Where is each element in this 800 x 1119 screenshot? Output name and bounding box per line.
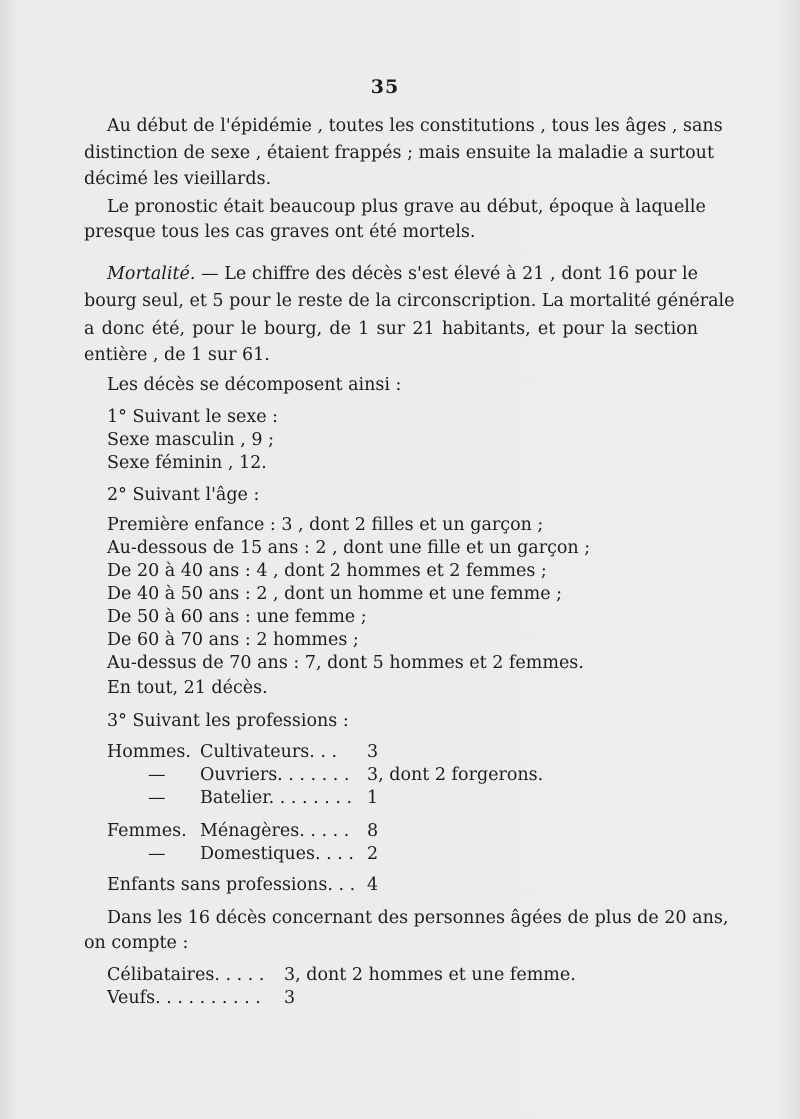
- prognostic-line-2: presque tous les cas graves ont été mortels.: [84, 222, 476, 242]
- civil-status-row: [0, 987, 800, 1009]
- profession-value: 8: [367, 821, 379, 841]
- by-age-title: 2° Suivant l'âge :: [107, 485, 260, 505]
- civil-status-value: 3: [284, 988, 296, 1008]
- by-age-item: De 20 à 40 ans : 4 , dont 2 hommes et 2 femmes ;: [107, 561, 547, 581]
- mortality-line-1-text: — Le chiffre des décès s'est élevé à 21 , dont 16 pour le: [195, 264, 698, 284]
- mortality-line-4: entière , de 1 sur 61.: [84, 345, 270, 365]
- profession-value: 3, dont 2 forgerons.: [367, 765, 544, 785]
- by-sex-item: Sexe masculin , 9 ;: [107, 430, 274, 450]
- by-age-item: De 50 à 60 ans : une femme ;: [107, 607, 367, 627]
- profession-row: [0, 843, 800, 865]
- by-age-total: En tout, 21 décès.: [107, 678, 268, 698]
- profession-value: 3: [367, 742, 379, 762]
- profession-row: [0, 820, 800, 842]
- civil-status-value: 3, dont 2 hommes et une femme.: [284, 965, 576, 985]
- profession-row: [0, 764, 800, 786]
- mortality-line-3: a donc été, pour le bourg, de 1 sur 21 habitants, et pour la section: [84, 319, 698, 339]
- profession-value: 2: [367, 844, 379, 864]
- profession-group: —: [148, 765, 166, 785]
- by-age-item: De 60 à 70 ans : 2 hommes ;: [107, 630, 359, 650]
- profession-group: —: [148, 844, 166, 864]
- profession-row: [0, 741, 800, 763]
- profession-row: [0, 874, 800, 896]
- profession-value: 4: [367, 875, 379, 895]
- over-twenty-line-1: Dans les 16 décès concernant des personnes âgées de plus de 20 ans,: [107, 908, 729, 928]
- profession-label: Ménagères. . . . .: [200, 821, 350, 841]
- by-sex-title: 1° Suivant le sexe :: [107, 407, 279, 427]
- mortality-heading: Mortalité.: [107, 264, 196, 284]
- profession-label: Batelier. . . . . . . .: [200, 788, 353, 808]
- profession-row: [0, 787, 800, 809]
- intro-line-2: distinction de sexe , étaient frappés ; mais ensuite la maladie a surtout: [84, 143, 714, 163]
- by-sex-item: Sexe féminin , 12.: [107, 453, 267, 473]
- by-age-item: Première enfance : 3 , dont 2 filles et un garçon ;: [107, 515, 544, 535]
- mortality-line-1: [107, 263, 698, 285]
- profession-label: Ouvriers. . . . . . .: [200, 765, 350, 785]
- by-age-item: Au-dessous de 15 ans : 2 , dont une fille et un garçon ;: [107, 538, 591, 558]
- intro-line-3: décimé les vieillards.: [84, 169, 272, 189]
- over-twenty-line-2: on compte :: [84, 933, 189, 953]
- profession-group: Hommes.: [107, 742, 191, 762]
- decomposition-intro: Les décès se décomposent ainsi :: [107, 375, 402, 395]
- by-profession-title: 3° Suivant les professions :: [107, 711, 349, 731]
- profession-label: Cultivateurs. . .: [200, 742, 338, 762]
- civil-status-label: Célibataires. . . . .: [107, 965, 265, 985]
- intro-line-1: Au début de l'épidémie , toutes les constitutions , tous les âges , sans: [107, 116, 723, 136]
- by-age-item: De 40 à 50 ans : 2 , dont un homme et une femme ;: [107, 584, 563, 604]
- by-age-item: Au-dessus de 70 ans : 7, dont 5 hommes et 2 femmes.: [107, 653, 584, 673]
- prognostic-line-1: Le pronostic était beaucoup plus grave au début, époque à laquelle: [107, 197, 706, 217]
- profession-value: 1: [367, 788, 379, 808]
- profession-label: Domestiques. . . .: [200, 844, 354, 864]
- civil-status-row: [0, 964, 800, 986]
- mortality-line-2: bourg seul, et 5 pour le reste de la circonscription. La mortalité générale: [84, 291, 735, 311]
- profession-group: Femmes.: [107, 821, 187, 841]
- civil-status-label: Veufs. . . . . . . . . .: [107, 988, 261, 1008]
- profession-group: Enfants sans professions. . .: [107, 875, 356, 895]
- page-number: 35: [370, 76, 400, 98]
- profession-group: —: [148, 788, 166, 808]
